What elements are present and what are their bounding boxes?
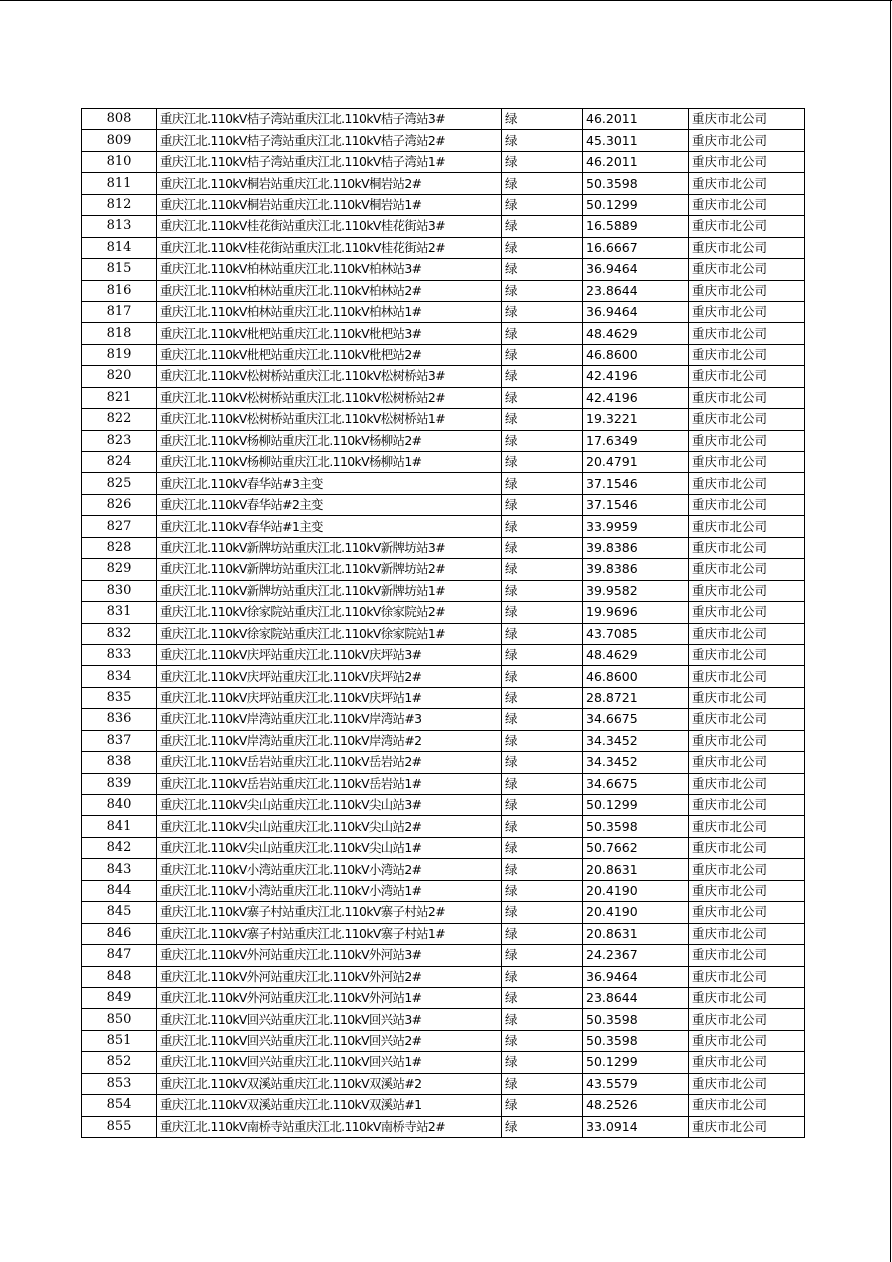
device-name-cell: 重庆江北.110kV春华站#1主变 xyxy=(157,516,502,537)
table-row xyxy=(82,880,805,901)
row-number-cell: 840 xyxy=(82,795,157,816)
row-number-cell: 828 xyxy=(82,537,157,558)
value-cell: 17.6349 xyxy=(583,430,689,451)
table-row xyxy=(82,709,805,730)
value-cell: 45.3011 xyxy=(583,130,689,151)
row-number-cell: 814 xyxy=(82,237,157,258)
company-cell: 重庆市北公司 xyxy=(689,773,805,794)
table-row xyxy=(82,452,805,473)
row-number-cell: 847 xyxy=(82,945,157,966)
row-number-cell: 848 xyxy=(82,966,157,987)
status-color-cell: 绿 xyxy=(502,387,583,408)
table-row xyxy=(82,1095,805,1116)
row-number-cell: 843 xyxy=(82,859,157,880)
company-cell: 重庆市北公司 xyxy=(689,837,805,858)
row-number-cell: 824 xyxy=(82,452,157,473)
table-row xyxy=(82,730,805,751)
company-cell: 重庆市北公司 xyxy=(689,259,805,280)
company-cell: 重庆市北公司 xyxy=(689,1030,805,1051)
status-color-cell: 绿 xyxy=(502,987,583,1008)
device-name-cell: 重庆江北.110kV小湾站重庆江北.110kV小湾站2# xyxy=(157,859,502,880)
status-color-cell: 绿 xyxy=(502,473,583,494)
row-number-cell: 829 xyxy=(82,559,157,580)
row-number-cell: 842 xyxy=(82,837,157,858)
status-color-cell: 绿 xyxy=(502,730,583,751)
status-color-cell: 绿 xyxy=(502,280,583,301)
device-name-cell: 重庆江北.110kV寨子村站重庆江北.110kV寨子村站1# xyxy=(157,923,502,944)
table-row xyxy=(82,602,805,623)
company-cell: 重庆市北公司 xyxy=(689,237,805,258)
device-name-cell: 重庆江北.110kV桔子湾站重庆江北.110kV桔子湾站3# xyxy=(157,109,502,130)
company-cell: 重庆市北公司 xyxy=(689,344,805,365)
page-right-rule xyxy=(890,0,891,1262)
data-table xyxy=(81,108,805,1138)
value-cell: 46.8600 xyxy=(583,666,689,687)
row-number-cell: 813 xyxy=(82,216,157,237)
status-color-cell: 绿 xyxy=(502,687,583,708)
device-name-cell: 重庆江北.110kV新牌坊站重庆江北.110kV新牌坊站3# xyxy=(157,537,502,558)
device-name-cell: 重庆江北.110kV新牌坊站重庆江北.110kV新牌坊站1# xyxy=(157,580,502,601)
table-row xyxy=(82,1052,805,1073)
row-number-cell: 835 xyxy=(82,687,157,708)
company-cell: 重庆市北公司 xyxy=(689,130,805,151)
row-number-cell: 851 xyxy=(82,1030,157,1051)
table-row xyxy=(82,387,805,408)
table-row xyxy=(82,623,805,644)
status-color-cell: 绿 xyxy=(502,945,583,966)
company-cell: 重庆市北公司 xyxy=(689,452,805,473)
row-number-cell: 827 xyxy=(82,516,157,537)
value-cell: 19.9696 xyxy=(583,602,689,623)
company-cell: 重庆市北公司 xyxy=(689,923,805,944)
status-color-cell: 绿 xyxy=(502,623,583,644)
company-cell: 重庆市北公司 xyxy=(689,987,805,1008)
status-color-cell: 绿 xyxy=(502,902,583,923)
status-color-cell: 绿 xyxy=(502,1009,583,1030)
company-cell: 重庆市北公司 xyxy=(689,1052,805,1073)
value-cell: 36.9464 xyxy=(583,259,689,280)
status-color-cell: 绿 xyxy=(502,1052,583,1073)
value-cell: 42.4196 xyxy=(583,366,689,387)
company-cell: 重庆市北公司 xyxy=(689,644,805,665)
status-color-cell: 绿 xyxy=(502,1095,583,1116)
table-row xyxy=(82,1116,805,1137)
status-color-cell: 绿 xyxy=(502,1030,583,1051)
row-number-cell: 819 xyxy=(82,344,157,365)
company-cell: 重庆市北公司 xyxy=(689,494,805,515)
row-number-cell: 812 xyxy=(82,194,157,215)
device-name-cell: 重庆江北.110kV尖山站重庆江北.110kV尖山站3# xyxy=(157,795,502,816)
value-cell: 33.0914 xyxy=(583,1116,689,1137)
device-name-cell: 重庆江北.110kV岸湾站重庆江北.110kV岸湾站#3 xyxy=(157,709,502,730)
status-color-cell: 绿 xyxy=(502,859,583,880)
device-name-cell: 重庆江北.110kV徐家院站重庆江北.110kV徐家院站1# xyxy=(157,623,502,644)
value-cell: 50.7662 xyxy=(583,837,689,858)
company-cell: 重庆市北公司 xyxy=(689,880,805,901)
status-color-cell: 绿 xyxy=(502,559,583,580)
value-cell: 48.2526 xyxy=(583,1095,689,1116)
status-color-cell: 绿 xyxy=(502,1073,583,1094)
value-cell: 50.3598 xyxy=(583,1030,689,1051)
table-row xyxy=(82,559,805,580)
company-cell: 重庆市北公司 xyxy=(689,516,805,537)
company-cell: 重庆市北公司 xyxy=(689,687,805,708)
company-cell: 重庆市北公司 xyxy=(689,173,805,194)
row-number-cell: 853 xyxy=(82,1073,157,1094)
row-number-cell: 844 xyxy=(82,880,157,901)
device-name-cell: 重庆江北.110kV回兴站重庆江北.110kV回兴站3# xyxy=(157,1009,502,1030)
device-name-cell: 重庆江北.110kV岳岩站重庆江北.110kV岳岩站1# xyxy=(157,773,502,794)
table-row xyxy=(82,323,805,344)
company-cell: 重庆市北公司 xyxy=(689,666,805,687)
device-name-cell: 重庆江北.110kV松树桥站重庆江北.110kV松树桥站1# xyxy=(157,409,502,430)
device-name-cell: 重庆江北.110kV庆坪站重庆江北.110kV庆坪站2# xyxy=(157,666,502,687)
device-name-cell: 重庆江北.110kV庆坪站重庆江北.110kV庆坪站3# xyxy=(157,644,502,665)
page-top-rule xyxy=(0,0,892,1)
row-number-cell: 849 xyxy=(82,987,157,1008)
company-cell: 重庆市北公司 xyxy=(689,730,805,751)
table-row xyxy=(82,109,805,130)
value-cell: 16.5889 xyxy=(583,216,689,237)
value-cell: 43.5579 xyxy=(583,1073,689,1094)
device-name-cell: 重庆江北.110kV杨柳站重庆江北.110kV杨柳站1# xyxy=(157,452,502,473)
table-row xyxy=(82,366,805,387)
row-number-cell: 817 xyxy=(82,301,157,322)
value-cell: 33.9959 xyxy=(583,516,689,537)
table-row xyxy=(82,473,805,494)
device-name-cell: 重庆江北.110kV双溪站重庆江北.110kV双溪站#1 xyxy=(157,1095,502,1116)
table-row xyxy=(82,494,805,515)
value-cell: 42.4196 xyxy=(583,387,689,408)
table-row xyxy=(82,945,805,966)
company-cell: 重庆市北公司 xyxy=(689,301,805,322)
row-number-cell: 822 xyxy=(82,409,157,430)
table-row xyxy=(82,1030,805,1051)
table-row xyxy=(82,173,805,194)
row-number-cell: 850 xyxy=(82,1009,157,1030)
table-row xyxy=(82,687,805,708)
value-cell: 39.8386 xyxy=(583,559,689,580)
device-name-cell: 重庆江北.110kV双溪站重庆江北.110kV双溪站#2 xyxy=(157,1073,502,1094)
company-cell: 重庆市北公司 xyxy=(689,1116,805,1137)
value-cell: 37.1546 xyxy=(583,473,689,494)
row-number-cell: 815 xyxy=(82,259,157,280)
status-color-cell: 绿 xyxy=(502,580,583,601)
row-number-cell: 846 xyxy=(82,923,157,944)
company-cell: 重庆市北公司 xyxy=(689,945,805,966)
value-cell: 46.2011 xyxy=(583,151,689,172)
company-cell: 重庆市北公司 xyxy=(689,623,805,644)
row-number-cell: 818 xyxy=(82,323,157,344)
table-row xyxy=(82,1073,805,1094)
value-cell: 23.8644 xyxy=(583,280,689,301)
table-row xyxy=(82,902,805,923)
table-row xyxy=(82,580,805,601)
device-name-cell: 重庆江北.110kV桂花街站重庆江北.110kV桂花街站2# xyxy=(157,237,502,258)
device-name-cell: 重庆江北.110kV回兴站重庆江北.110kV回兴站1# xyxy=(157,1052,502,1073)
device-name-cell: 重庆江北.110kV柏林站重庆江北.110kV柏林站2# xyxy=(157,280,502,301)
company-cell: 重庆市北公司 xyxy=(689,366,805,387)
value-cell: 20.8631 xyxy=(583,859,689,880)
table-row xyxy=(82,966,805,987)
device-name-cell: 重庆江北.110kV寨子村站重庆江北.110kV寨子村站2# xyxy=(157,902,502,923)
status-color-cell: 绿 xyxy=(502,366,583,387)
table-row xyxy=(82,151,805,172)
value-cell: 50.1299 xyxy=(583,1052,689,1073)
status-color-cell: 绿 xyxy=(502,216,583,237)
row-number-cell: 841 xyxy=(82,816,157,837)
device-name-cell: 重庆江北.110kV桔子湾站重庆江北.110kV桔子湾站2# xyxy=(157,130,502,151)
row-number-cell: 845 xyxy=(82,902,157,923)
company-cell: 重庆市北公司 xyxy=(689,602,805,623)
row-number-cell: 809 xyxy=(82,130,157,151)
table-row xyxy=(82,923,805,944)
table-row xyxy=(82,666,805,687)
row-number-cell: 837 xyxy=(82,730,157,751)
device-name-cell: 重庆江北.110kV枇杷站重庆江北.110kV枇杷站2# xyxy=(157,344,502,365)
table-row xyxy=(82,237,805,258)
value-cell: 20.4190 xyxy=(583,880,689,901)
value-cell: 48.4629 xyxy=(583,323,689,344)
device-name-cell: 重庆江北.110kV庆坪站重庆江北.110kV庆坪站1# xyxy=(157,687,502,708)
value-cell: 19.3221 xyxy=(583,409,689,430)
row-number-cell: 808 xyxy=(82,109,157,130)
value-cell: 36.9464 xyxy=(583,966,689,987)
status-color-cell: 绿 xyxy=(502,452,583,473)
status-color-cell: 绿 xyxy=(502,109,583,130)
value-cell: 34.6675 xyxy=(583,773,689,794)
table-row xyxy=(82,216,805,237)
value-cell: 50.3598 xyxy=(583,1009,689,1030)
row-number-cell: 820 xyxy=(82,366,157,387)
value-cell: 39.9582 xyxy=(583,580,689,601)
company-cell: 重庆市北公司 xyxy=(689,1009,805,1030)
table-row xyxy=(82,859,805,880)
status-color-cell: 绿 xyxy=(502,323,583,344)
status-color-cell: 绿 xyxy=(502,795,583,816)
status-color-cell: 绿 xyxy=(502,752,583,773)
table-row xyxy=(82,752,805,773)
status-color-cell: 绿 xyxy=(502,301,583,322)
value-cell: 48.4629 xyxy=(583,644,689,665)
status-color-cell: 绿 xyxy=(502,644,583,665)
table-row xyxy=(82,773,805,794)
status-color-cell: 绿 xyxy=(502,344,583,365)
value-cell: 34.6675 xyxy=(583,709,689,730)
value-cell: 46.8600 xyxy=(583,344,689,365)
device-name-cell: 重庆江北.110kV新牌坊站重庆江北.110kV新牌坊站2# xyxy=(157,559,502,580)
status-color-cell: 绿 xyxy=(502,709,583,730)
company-cell: 重庆市北公司 xyxy=(689,966,805,987)
company-cell: 重庆市北公司 xyxy=(689,109,805,130)
company-cell: 重庆市北公司 xyxy=(689,430,805,451)
company-cell: 重庆市北公司 xyxy=(689,409,805,430)
device-name-cell: 重庆江北.110kV岸湾站重庆江北.110kV岸湾站#2 xyxy=(157,730,502,751)
value-cell: 36.9464 xyxy=(583,301,689,322)
table-row xyxy=(82,837,805,858)
value-cell: 50.1299 xyxy=(583,194,689,215)
company-cell: 重庆市北公司 xyxy=(689,816,805,837)
value-cell: 50.1299 xyxy=(583,795,689,816)
company-cell: 重庆市北公司 xyxy=(689,280,805,301)
table-row xyxy=(82,430,805,451)
company-cell: 重庆市北公司 xyxy=(689,859,805,880)
device-name-cell: 重庆江北.110kV岳岩站重庆江北.110kV岳岩站2# xyxy=(157,752,502,773)
device-name-cell: 重庆江北.110kV小湾站重庆江北.110kV小湾站1# xyxy=(157,880,502,901)
status-color-cell: 绿 xyxy=(502,816,583,837)
value-cell: 20.8631 xyxy=(583,923,689,944)
status-color-cell: 绿 xyxy=(502,537,583,558)
row-number-cell: 834 xyxy=(82,666,157,687)
value-cell: 23.8644 xyxy=(583,987,689,1008)
device-name-cell: 重庆江北.110kV桐岩站重庆江北.110kV桐岩站1# xyxy=(157,194,502,215)
status-color-cell: 绿 xyxy=(502,966,583,987)
row-number-cell: 821 xyxy=(82,387,157,408)
device-name-cell: 重庆江北.110kV杨柳站重庆江北.110kV杨柳站2# xyxy=(157,430,502,451)
device-name-cell: 重庆江北.110kV松树桥站重庆江北.110kV松树桥站3# xyxy=(157,366,502,387)
device-name-cell: 重庆江北.110kV尖山站重庆江北.110kV尖山站1# xyxy=(157,837,502,858)
company-cell: 重庆市北公司 xyxy=(689,902,805,923)
row-number-cell: 836 xyxy=(82,709,157,730)
status-color-cell: 绿 xyxy=(502,666,583,687)
row-number-cell: 832 xyxy=(82,623,157,644)
table-row xyxy=(82,816,805,837)
row-number-cell: 838 xyxy=(82,752,157,773)
device-name-cell: 重庆江北.110kV枇杷站重庆江北.110kV枇杷站3# xyxy=(157,323,502,344)
table-row xyxy=(82,301,805,322)
device-name-cell: 重庆江北.110kV桂花街站重庆江北.110kV桂花街站3# xyxy=(157,216,502,237)
row-number-cell: 831 xyxy=(82,602,157,623)
row-number-cell: 811 xyxy=(82,173,157,194)
row-number-cell: 839 xyxy=(82,773,157,794)
row-number-cell: 816 xyxy=(82,280,157,301)
status-color-cell: 绿 xyxy=(502,880,583,901)
device-name-cell: 重庆江北.110kV南桥寺站重庆江北.110kV南桥寺站2# xyxy=(157,1116,502,1137)
status-color-cell: 绿 xyxy=(502,494,583,515)
company-cell: 重庆市北公司 xyxy=(689,216,805,237)
row-number-cell: 825 xyxy=(82,473,157,494)
table-row xyxy=(82,987,805,1008)
status-color-cell: 绿 xyxy=(502,1116,583,1137)
row-number-cell: 852 xyxy=(82,1052,157,1073)
status-color-cell: 绿 xyxy=(502,409,583,430)
value-cell: 50.3598 xyxy=(583,816,689,837)
table-row xyxy=(82,1009,805,1030)
device-name-cell: 重庆江北.110kV桔子湾站重庆江北.110kV桔子湾站1# xyxy=(157,151,502,172)
company-cell: 重庆市北公司 xyxy=(689,580,805,601)
device-name-cell: 重庆江北.110kV外河站重庆江北.110kV外河站3# xyxy=(157,945,502,966)
company-cell: 重庆市北公司 xyxy=(689,1095,805,1116)
device-name-cell: 重庆江北.110kV外河站重庆江北.110kV外河站2# xyxy=(157,966,502,987)
status-color-cell: 绿 xyxy=(502,516,583,537)
value-cell: 34.3452 xyxy=(583,752,689,773)
status-color-cell: 绿 xyxy=(502,430,583,451)
company-cell: 重庆市北公司 xyxy=(689,559,805,580)
device-name-cell: 重庆江北.110kV尖山站重庆江北.110kV尖山站2# xyxy=(157,816,502,837)
device-name-cell: 重庆江北.110kV春华站#3主变 xyxy=(157,473,502,494)
value-cell: 43.7085 xyxy=(583,623,689,644)
table-row xyxy=(82,344,805,365)
company-cell: 重庆市北公司 xyxy=(689,473,805,494)
table-body xyxy=(82,109,805,1138)
status-color-cell: 绿 xyxy=(502,259,583,280)
status-color-cell: 绿 xyxy=(502,602,583,623)
status-color-cell: 绿 xyxy=(502,151,583,172)
table-row xyxy=(82,795,805,816)
value-cell: 46.2011 xyxy=(583,109,689,130)
company-cell: 重庆市北公司 xyxy=(689,151,805,172)
company-cell: 重庆市北公司 xyxy=(689,795,805,816)
table-row xyxy=(82,194,805,215)
row-number-cell: 855 xyxy=(82,1116,157,1137)
status-color-cell: 绿 xyxy=(502,237,583,258)
device-name-cell: 重庆江北.110kV春华站#2主变 xyxy=(157,494,502,515)
row-number-cell: 826 xyxy=(82,494,157,515)
table-row xyxy=(82,516,805,537)
value-cell: 37.1546 xyxy=(583,494,689,515)
company-cell: 重庆市北公司 xyxy=(689,752,805,773)
company-cell: 重庆市北公司 xyxy=(689,387,805,408)
row-number-cell: 830 xyxy=(82,580,157,601)
company-cell: 重庆市北公司 xyxy=(689,537,805,558)
status-color-cell: 绿 xyxy=(502,923,583,944)
device-name-cell: 重庆江北.110kV柏林站重庆江北.110kV柏林站1# xyxy=(157,301,502,322)
device-name-cell: 重庆江北.110kV桐岩站重庆江北.110kV桐岩站2# xyxy=(157,173,502,194)
value-cell: 39.8386 xyxy=(583,537,689,558)
status-color-cell: 绿 xyxy=(502,130,583,151)
company-cell: 重庆市北公司 xyxy=(689,709,805,730)
company-cell: 重庆市北公司 xyxy=(689,323,805,344)
status-color-cell: 绿 xyxy=(502,837,583,858)
status-color-cell: 绿 xyxy=(502,773,583,794)
company-cell: 重庆市北公司 xyxy=(689,194,805,215)
row-number-cell: 833 xyxy=(82,644,157,665)
value-cell: 20.4190 xyxy=(583,902,689,923)
status-color-cell: 绿 xyxy=(502,173,583,194)
row-number-cell: 854 xyxy=(82,1095,157,1116)
device-name-cell: 重庆江北.110kV回兴站重庆江北.110kV回兴站2# xyxy=(157,1030,502,1051)
device-name-cell: 重庆江北.110kV徐家院站重庆江北.110kV徐家院站2# xyxy=(157,602,502,623)
table-row xyxy=(82,409,805,430)
device-name-cell: 重庆江北.110kV柏林站重庆江北.110kV柏林站3# xyxy=(157,259,502,280)
value-cell: 16.6667 xyxy=(583,237,689,258)
value-cell: 50.3598 xyxy=(583,173,689,194)
value-cell: 34.3452 xyxy=(583,730,689,751)
table-row xyxy=(82,537,805,558)
row-number-cell: 810 xyxy=(82,151,157,172)
table-row xyxy=(82,259,805,280)
value-cell: 24.2367 xyxy=(583,945,689,966)
status-color-cell: 绿 xyxy=(502,194,583,215)
table-row xyxy=(82,130,805,151)
company-cell: 重庆市北公司 xyxy=(689,1073,805,1094)
table-row xyxy=(82,280,805,301)
value-cell: 28.8721 xyxy=(583,687,689,708)
device-name-cell: 重庆江北.110kV松树桥站重庆江北.110kV松树桥站2# xyxy=(157,387,502,408)
table-row xyxy=(82,644,805,665)
device-name-cell: 重庆江北.110kV外河站重庆江北.110kV外河站1# xyxy=(157,987,502,1008)
row-number-cell: 823 xyxy=(82,430,157,451)
value-cell: 20.4791 xyxy=(583,452,689,473)
